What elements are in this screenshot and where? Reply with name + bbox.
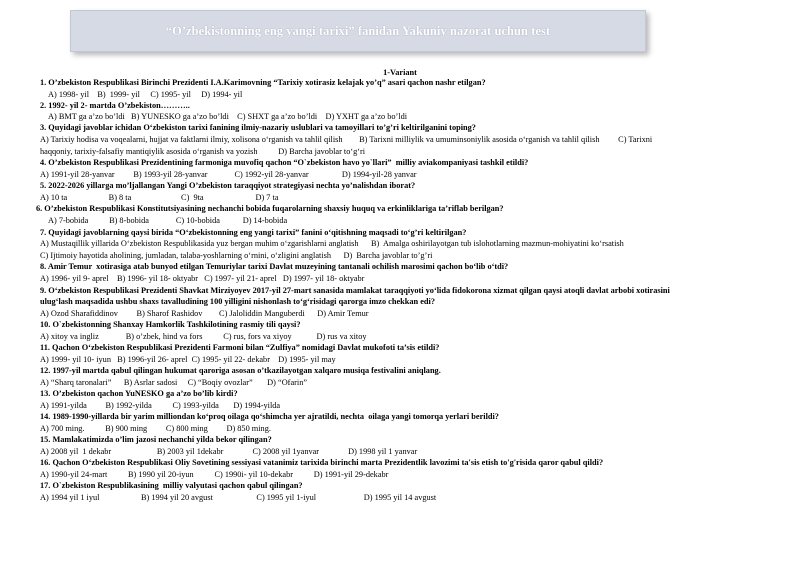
document-title: “O’zbekistonning eng yangi tarixi” fanidan Yakuniy nazorat uchun test <box>165 23 551 38</box>
answer-options: A) Ozod Sharafiddinov B) Sharof Rashidov C) Jaloliddin Manguberdi D) Amir Temur <box>40 309 369 318</box>
answer-options: A) “Sharq taronalari” B) Asrlar sadosi C) “Boqiy ovozlar” D) “Ofarin” <box>40 378 308 387</box>
answer-options: C) Ijtimoiy hayotida aholining, jumladan, talaba-yoshlarning o‘rnini, o‘zligini anglatish D) Barcha javoblar to’g’ri <box>40 251 433 260</box>
question-text: 5. 2022-2026 yillarga mo’ljallangan Yangi O’zbekiston taraqqiyot strategiyasi nechta yo’nalishdan iborat? <box>40 181 416 190</box>
answer-options: A) 700 ming. B) 900 ming C) 800 ming D) 850 ming. <box>40 424 271 433</box>
question-text: 12. 1997-yil martda qabul qilingan hukumat qaroriga asosan o’tkazilayotgan xalqaro musiqa festivalini aniqlang. <box>40 366 441 375</box>
question-text: 2. 1992- yil 2- martda O’zbekiston……….. <box>40 101 190 110</box>
answer-options: A) 7-bobida B) 8-bobida C) 10-bobida D) 14-bobida <box>48 216 288 225</box>
variant-heading: 1-Variant <box>383 68 417 77</box>
answer-options: A) 10 ta B) 8 ta C) 9ta D) 7 ta <box>40 193 279 202</box>
question-text: 11. Qachon O‘zbekiston Respublikasi Prezidenti Farmoni bilan “Zulfiya” nomidagi Davlat mukofoti ta’sis etildi? <box>40 343 440 352</box>
answer-options: haqqoniy, tarixiy-falsafiy mantiqiylik asosida o‘rganish va yozish D) Barcha javoblar to‘g‘ri <box>40 147 366 156</box>
question-text: 4. O’zbekiston Respublikasi Prezidentining farmoniga muvofiq qachon “O`zbekiston havo yo`llari” milliy aviakompaniyasi tashkil etildi? <box>40 158 529 167</box>
answer-options: A) Mustaqillik yillarida O‘zbekiston Respublikasida yuz bergan muhim o‘zgarishlarni anglatish B) Amalga oshirilayotgan tub islohotlarning mazmun-mohiyatini ko‘rsatish <box>40 239 624 248</box>
answer-options: A) 1990-yil 24-mart B) 1990 yil 20-iyun C) 1990i- yil 10-dekabr D) 1991-yil 29-dekabr <box>40 470 389 479</box>
answer-options: A) 2008 yil 1 dekabr B) 2003 yil 1dekabr C) 2008 yil 1yanvar D) 1998 yil 1 yanvar <box>40 447 418 456</box>
answer-options: A) 1998- yil B) 1999- yil C) 1995- yil D) 1994- yil <box>48 90 243 99</box>
question-text: 15. Mamlakatimizda o’lim jazosi nechanchi yilda bekor qilingan? <box>40 435 272 444</box>
answer-options: A) Tarixiy hodisa va voqealarni, hujjat va faktlarni ilmiy, xolisona o‘rganish va tahlil qilish B) Tarixni milliylik va umuminsoniylik asosida o‘rganish va tahlil qilish C) Tarixni <box>40 135 653 144</box>
answer-options: A) 1991-yilda B) 1992-yilda C) 1993-yilda D) 1994-yilda <box>40 401 281 410</box>
answer-options: A) 1999- yil 10- iyun B) 1996-yil 26- aprel C) 1995- yil 22- dekabr D) 1995- yil may <box>40 355 336 364</box>
question-text: 1. O’zbekiston Respublikasi Birinchi Prezidenti I.A.Karimovning “Tarixiy xotirasiz kelajak yo’q” asari qachon nashr etilgan? <box>40 78 486 87</box>
question-text: 3. Quyidagi javoblar ichidan O‘zbekiston tarixi fanining ilmiy-nazariy uslublari va tamoyillari to’g’ri keltirilganini toping? <box>40 123 476 132</box>
answer-options: A) 1994 yil 1 iyul B) 1994 yil 20 avgust C) 1995 yil 1-iyul D) 1995 yil 14 avgust <box>40 493 437 502</box>
title-banner <box>70 10 646 52</box>
question-text: 14. 1989-1990-yillarda bir yarim milliondan ko‘proq oilaga qo‘shimcha yer ajratildi, nechta oilaga yangi tomorqa yerlari berildi? <box>40 412 499 421</box>
answer-options: A) 1991-yil 28-yanvar B) 1993-yil 28-yanvar C) 1992-yil 28-yanvar D) 1994-yil-28 yanvar <box>40 170 417 179</box>
answer-options: A) 1996- yil 9- aprel B) 1996- yil 18- oktyabr C) 1997- yil 21- aprel D) 1997- yil 18- oktyabr <box>40 274 365 283</box>
answer-options: A) BMT ga a’zo bo’ldi B) YUNESKO ga a’zo bo’ldi C) SHXT ga a’zo bo’ldi D) YXHT ga a’zo bo’ldi <box>48 112 408 121</box>
question-text: 7. Quyidagi javoblarning qaysi birida “O‘zbekistonning eng yangi tarixi” fanini o‘qitishning maqsadi to‘g’ri keltirilgan? <box>40 228 467 237</box>
question-text: 6. O’zbekiston Respublikasi Konstitutsiyasining nechanchi bobida fuqarolarning shaxsiy huquq va erkinliklariga ta’riflab berilgan? <box>36 204 504 213</box>
question-text: 16. Qachon O‘zbekiston Respublikasi Oliy Sovetining sessiyasi vatanimiz tarixida birinchi marta Prezidentlik lavozimi ta'sis etish to'g'risida qaror qabul qildi? <box>40 458 604 467</box>
question-text: ulug‘lash maqsadida ushbu shaxs tavalludining 100 yilligini nishonlash to‘g‘risidagi qarorga imzo chekkan edi? <box>40 297 435 306</box>
question-text: 8. Amir Temur xotirasiga atab bunyod etilgan Temuriylar tarixi Davlat muzeyining tantanali ochilish marosimi qachon bo‘lib o‘tdi? <box>40 262 509 271</box>
question-text: 9. O‘zbekiston Respublikasi Prezidenti Shavkat Mirziyoyev 2017-yil 27-mart sanasida mamlakat taraqqiyoti yo‘lida fidokorona xizmat qilgan qaysi atoqli davlat arbobi xotirasini <box>40 286 670 295</box>
answer-options: A) xitoy va ingliz B) o’zbek, hind va fors C) rus, fors va xiyoy D) rus va xitoy <box>40 332 367 341</box>
question-text: 17. O`zbekiston Respublikasining milliy valyutasi qachon qabul qilingan? <box>40 481 303 490</box>
question-text: 13. O’zbekiston qachon YuNESKO ga a’zo bo’lib kirdi? <box>40 389 238 398</box>
question-text: 10. O`zbekistonning Shanxay Hamkorlik Tashkilotining rasmiy tili qaysi? <box>40 320 301 329</box>
